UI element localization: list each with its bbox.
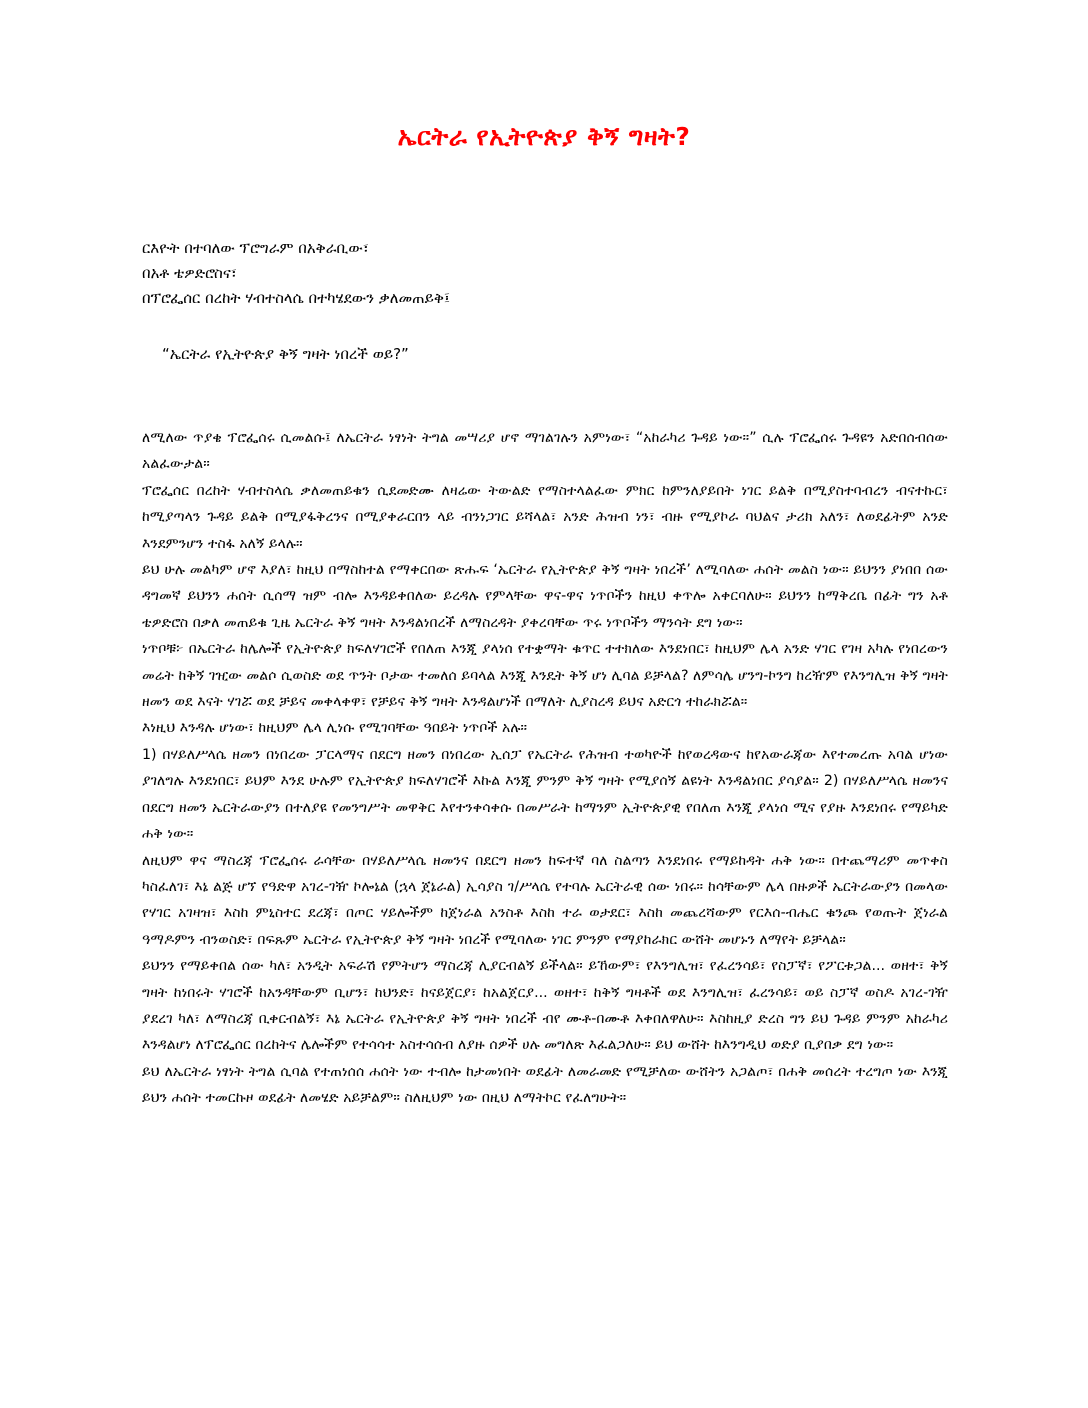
address-line: በአቶ ቴዎድሮስና፣ [142,264,237,282]
paragraph: ይህ ሁሉ መልካም ሆኖ እያለ፣ ከዚህ በማስከተል የማቀርበው ጽሑፍ ‘ኤርትራ የኢትዮጵያ ቅኝ ግዛት ነበረች’ ለሚባለው ሐሰት መልስ ነው። ይህንን ያነበበ ሰው ዳግመኛ ይህንን ሐሰት ሲሰማ ዝም ብሎ እንዳይቀበለው ይረዳሉ የምላቸው ዋና-ዋና ነጥቦችን ከዚህ ቀጥሎ አቀርባለሁ። ይህንን ከማቅረቤ በፊት ግን አቶ ቴዎድሮስ በቃለ መጠይቁ ጊዜ ኤርትራ ቅኝ ግዛት እንዳልነበረች ለማስረዳት ያቀረባቸው ጥሩ ነጥቦችን ማንሳት ደግ ነው። [142,562,948,631]
address-line: በፕሮፌሰር በረከት ሃብተስላሴ በተካሄደውን ቃለመጠይቅ፤ [142,289,451,307]
paragraph: 1) በሃይለሥላሴ ዘመን በነበረው ፓርላማና በደርግ ዘመን በነበረው ኢሰፓ የኤርትራ የሕዝብ ተወካዮች ከየወረዳውና ከየአውራጃው እየተመረጡ አባል ሆነው ያገለግሉ እንደነበር፣ ይህም እንደ ሁሉም የኢትዮጵያ ክፍለሃገሮች እኩል እንጂ ምንም ቅኝ ግዛት የሚያሰኝ ልዩነት እንዳልነበር ያሳያል። 2) በሃይለሥላሴ ዘመንና በደርግ ዘመን ኤርትራውያን በተለያዩ የመንግሥት መዋቅር እየተንቀሳቀሱ በመሥራት ከማንም ኢትዮጵያዊ የበለጠ እንጂ ያላነሰ ሚና የያዙ እንደነበሩ የማይካድ ሐቅ ነው። [142,746,948,843]
paragraph: ይህ ለኤርትራ ነፃነት ትግል ሲባል የተጠነሰሰ ሐሰት ነው ተብሎ ከታመነበት ወደፊት ለመራመድ የሚቻለው ውሸትን አጋልጦ፣ በሐቅ መሰረት ተረግጦ ነው እንጂ ይህን ሐሰት ተመርኩዞ ወደፊት ለመሄድ አይቻልም። ስለዚህም ነው በዚህ ለማትኮር የፈለግሁት። [142,1063,948,1107]
paragraph: ፕሮፌሰር በረከት ሃብተስላሴ ቃለመጠይቁን ሲደመድሙ ለዛሬው ትውልድ የማስተላልፈው ምክር ከምንለያይበት ነገር ይልቅ በሚያስተባብረን ብናተኩር፣ ከሚያጣላን ጉዳይ ይልቅ በሚያፋቅረንና በሚያቀራርበን ላይ ብንነጋገር ይሻላል፣ አንድ ሕዝብ ነን፣ ብዙ የሚያኮራ ባህልና ታሪክ አለን፣ ለወደፊትም አንድ እንደምንሆን ተስፋ አለኝ ይላሉ። [142,482,948,552]
paragraph: ይህንን የማይቀበል ሰው ካለ፣ አንዲት አፍራሽ የምትሆን ማስረጃ ሊያርብልኝ ይችላል። ይኸውም፣ የእንግሊዝ፣ የፈረንሳይ፣ የስፓኛ፣ የፖርቱጋል... ወዘተ፣ ቅኝ ግዛት ከነበሩት ሃገሮች ከአንዳቸውም ቢሆን፣ ከህንድ፣ ከናይጀርያ፣ ከአልጀርያ... ወዘተ፣ ከቅኝ ግዛቶች ወደ እንግሊዝ፣ ፈረንሳይ፣ ወይ ስፓኛ ወስዶ አገረ-ገዥ ያደረገ ካለ፣ ለማስረጃ ቢቀርብልኝ፣ እኔ ኤርትራ የኢትዮጵያ ቅኝ ግዛት ነበረች ብየ ሙቶ-በሙቶ እቀበለዋለሁ። እስከዚያ ድረስ ግን ይህ ጉዳይ ምንም አከራካሪ እንዳልሆነ ለፕሮፌሰር በረከትና ሌሎችም የተሳሳተ አስተሳሰብ ለያዙ ሰዎች ሀሉ መግለጽ እፈልጋለሁ። ይህ ውሸት ከእንግዲህ ወድያ ቢያበቃ ደግ ነው። [142,958,948,1054]
quoted-question: “ኤርትራ የኢትዮጵያ ቅኝ ግዛት ነበረች ወይ?” [162,345,409,363]
paragraph: ለሚለው ጥያቄ ፕሮፌሰሩ ሲመልሱ፤ ለኤርትራ ነፃነት ትግል መሣሪያ ሆኖ ማገልገሉን አምነው፣ “አከራካሪ ጉዳይ ነው።” ሲሉ ፕሮፌሰሩ ጉዳዩን አድበሰብሰው አልፈውታል። [142,430,948,473]
address-line: ርእዮት በተባለው ፕሮግራም በአቅራቢው፣ [142,239,369,257]
paragraph: ነጥቦቹ፦ በኤርትራ ከሌሎች የኢትዮጵያ ክፍለሃገሮች የበለጠ እንጂ ያላነሰ የተቋማት ቁጥር ተተክለው እንደነበር፣ ከዚህም ሌላ አንድ ሃገር የገዛ አካሉ የነበረውን መሬት ከቅኝ ገዢው መልሶ ሲወስድ ወደ ጥንት ቦታው ተመለሰ ይባላል እንጂ እንዴት ቅኝ ሆነ ሊባል ይቻላል? ለምሳሌ ሆንግ-ኮንግ ከረዥም የእንግሊዝ ቅኝ ግዛት ዘመን ወደ እናት ሃገሯ ወደ ቻይና መቀላቀዋ፣ የቻይና ቅኝ ግዛት እንዳልሆነች በማለት ሊያስረዳ ይህና አድርጎ ተከራክሯል። [142,641,948,711]
paragraph: ለዚህም ዋና ማስረጃ ፕሮፌሰሩ ራሳቸው በሃይለሥላሴ ዘመንና በደርግ ዘመን ከፍተኛ ባለ ስልጣን እንደነበሩ የማይከዳት ሐቅ ነው። በተጨማሪም መጥቀስ ካስፈለገ፣ እኔ ልጅ ሆኘ የዓድዋ አገረ-ገዥ ኮሎኔል (ኋላ ጀኔራል) ኢሳያስ ገ/ሥላሴ የተባሉ ኤርትራዊ ሰው ነበሩ። ከሳቸውም ሌላ በዙዎች ኤርትራውያን በመላው የሃገር አገዛዝ፣ እስከ ምኒስተር ደረጃ፣ በጦር ሃይሎችም ከጀነራል አንስቶ እስከ ተራ ወታደር፣ እስከ መጨረሻውም የርእሰ-ብሔር ቁንጮ የወጡት ጀነራል ዓማዶምን ብንወስድ፣ በፍጹም ኤርትራ የኢትዮጵያ ቅኝ ግዛት ነበረች የሚባለው ነገር ምንም የማያከራክር ውሸት መሆኑን ለማየት ይቻላል። [142,852,948,948]
article-body [142,425,948,1112]
address-block [142,236,942,311]
document-title: ኤርትራ የኢትዮጵያ ቅኝ ግዛት? [397,122,691,151]
paragraph: እነዚህ እንዳሉ ሆነው፣ ከዚህም ሌላ ሊነሱ የሚገባቸው ዓበይት ነጥቦች አሉ። [142,720,528,737]
